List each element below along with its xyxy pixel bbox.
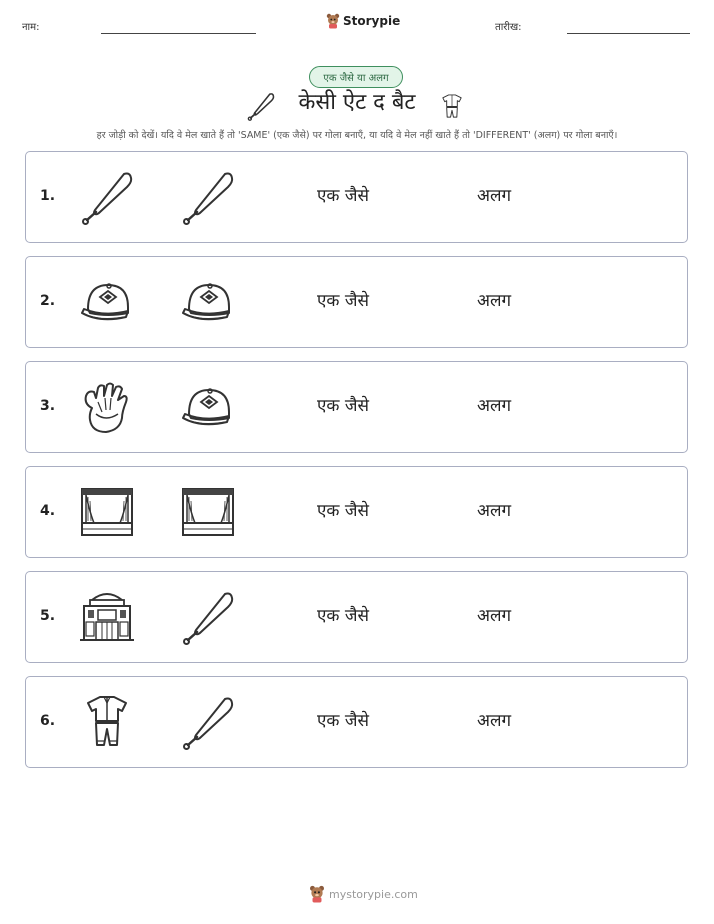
same-option[interactable]: एक जैसे: [317, 291, 369, 311]
page-title: केसी ऐट द बैट: [298, 90, 416, 115]
question-row-4: [25, 466, 688, 558]
same-option[interactable]: एक जैसे: [317, 606, 369, 626]
different-option[interactable]: अलग: [477, 711, 512, 731]
baseball-uniform-icon: [78, 693, 136, 751]
different-option[interactable]: अलग: [477, 396, 512, 416]
baseball-bat-icon: [179, 168, 237, 226]
theater-building-icon: [78, 588, 136, 646]
footer: [309, 885, 418, 903]
baseball-cap-icon: [179, 273, 237, 331]
brand-name: Storypie: [343, 14, 401, 28]
question-number: 3.: [40, 398, 56, 414]
question-number: 4.: [40, 503, 56, 519]
baseball-cap-icon: [78, 273, 136, 331]
baseball-cap-icon: [179, 378, 237, 436]
question-number: 2.: [40, 293, 56, 309]
question-number: 1.: [40, 188, 56, 204]
question-row-3: [25, 361, 688, 453]
stage-icon: [78, 483, 136, 541]
instructions: हर जोड़ी को देखें। यदि वे मेल खाते हैं तो 'SAME' (एक जैसे) पर गोला बनाएँ, या यदि वे मेल नहीं खाते हैं तो 'DIFFERENT' (अलग) पर गोला बनाएँ।: [96, 130, 618, 141]
baseball-bat-icon: [78, 168, 136, 226]
storypie-mascot-icon: [326, 13, 340, 29]
footer-website[interactable]: mystorypie.com: [329, 887, 418, 901]
brand-logo: [326, 13, 400, 29]
question-row-2: [25, 256, 688, 348]
storypie-mascot-icon: [309, 885, 325, 903]
different-option[interactable]: अलग: [477, 606, 512, 626]
different-option[interactable]: अलग: [477, 291, 512, 311]
title-uniform-icon: [438, 90, 466, 124]
activity-type-badge: एक जैसे या अलग: [309, 66, 403, 88]
baseball-bat-icon: [179, 693, 237, 751]
baseball-glove-icon: [78, 378, 136, 436]
date-line[interactable]: [567, 33, 690, 34]
baseball-bat-icon: [179, 588, 237, 646]
question-row-5: [25, 571, 688, 663]
name-label: नाम:: [22, 22, 40, 33]
date-label: तारीख:: [495, 22, 522, 33]
name-line[interactable]: [101, 33, 256, 34]
question-number: 6.: [40, 713, 56, 729]
same-option[interactable]: एक जैसे: [317, 501, 369, 521]
question-row-1: [25, 151, 688, 243]
question-row-6: [25, 676, 688, 768]
same-option[interactable]: एक जैसे: [317, 711, 369, 731]
stage-icon: [179, 483, 237, 541]
same-option[interactable]: एक जैसे: [317, 396, 369, 416]
question-number: 5.: [40, 608, 56, 624]
same-option[interactable]: एक जैसे: [317, 186, 369, 206]
different-option[interactable]: अलग: [477, 186, 512, 206]
different-option[interactable]: अलग: [477, 501, 512, 521]
